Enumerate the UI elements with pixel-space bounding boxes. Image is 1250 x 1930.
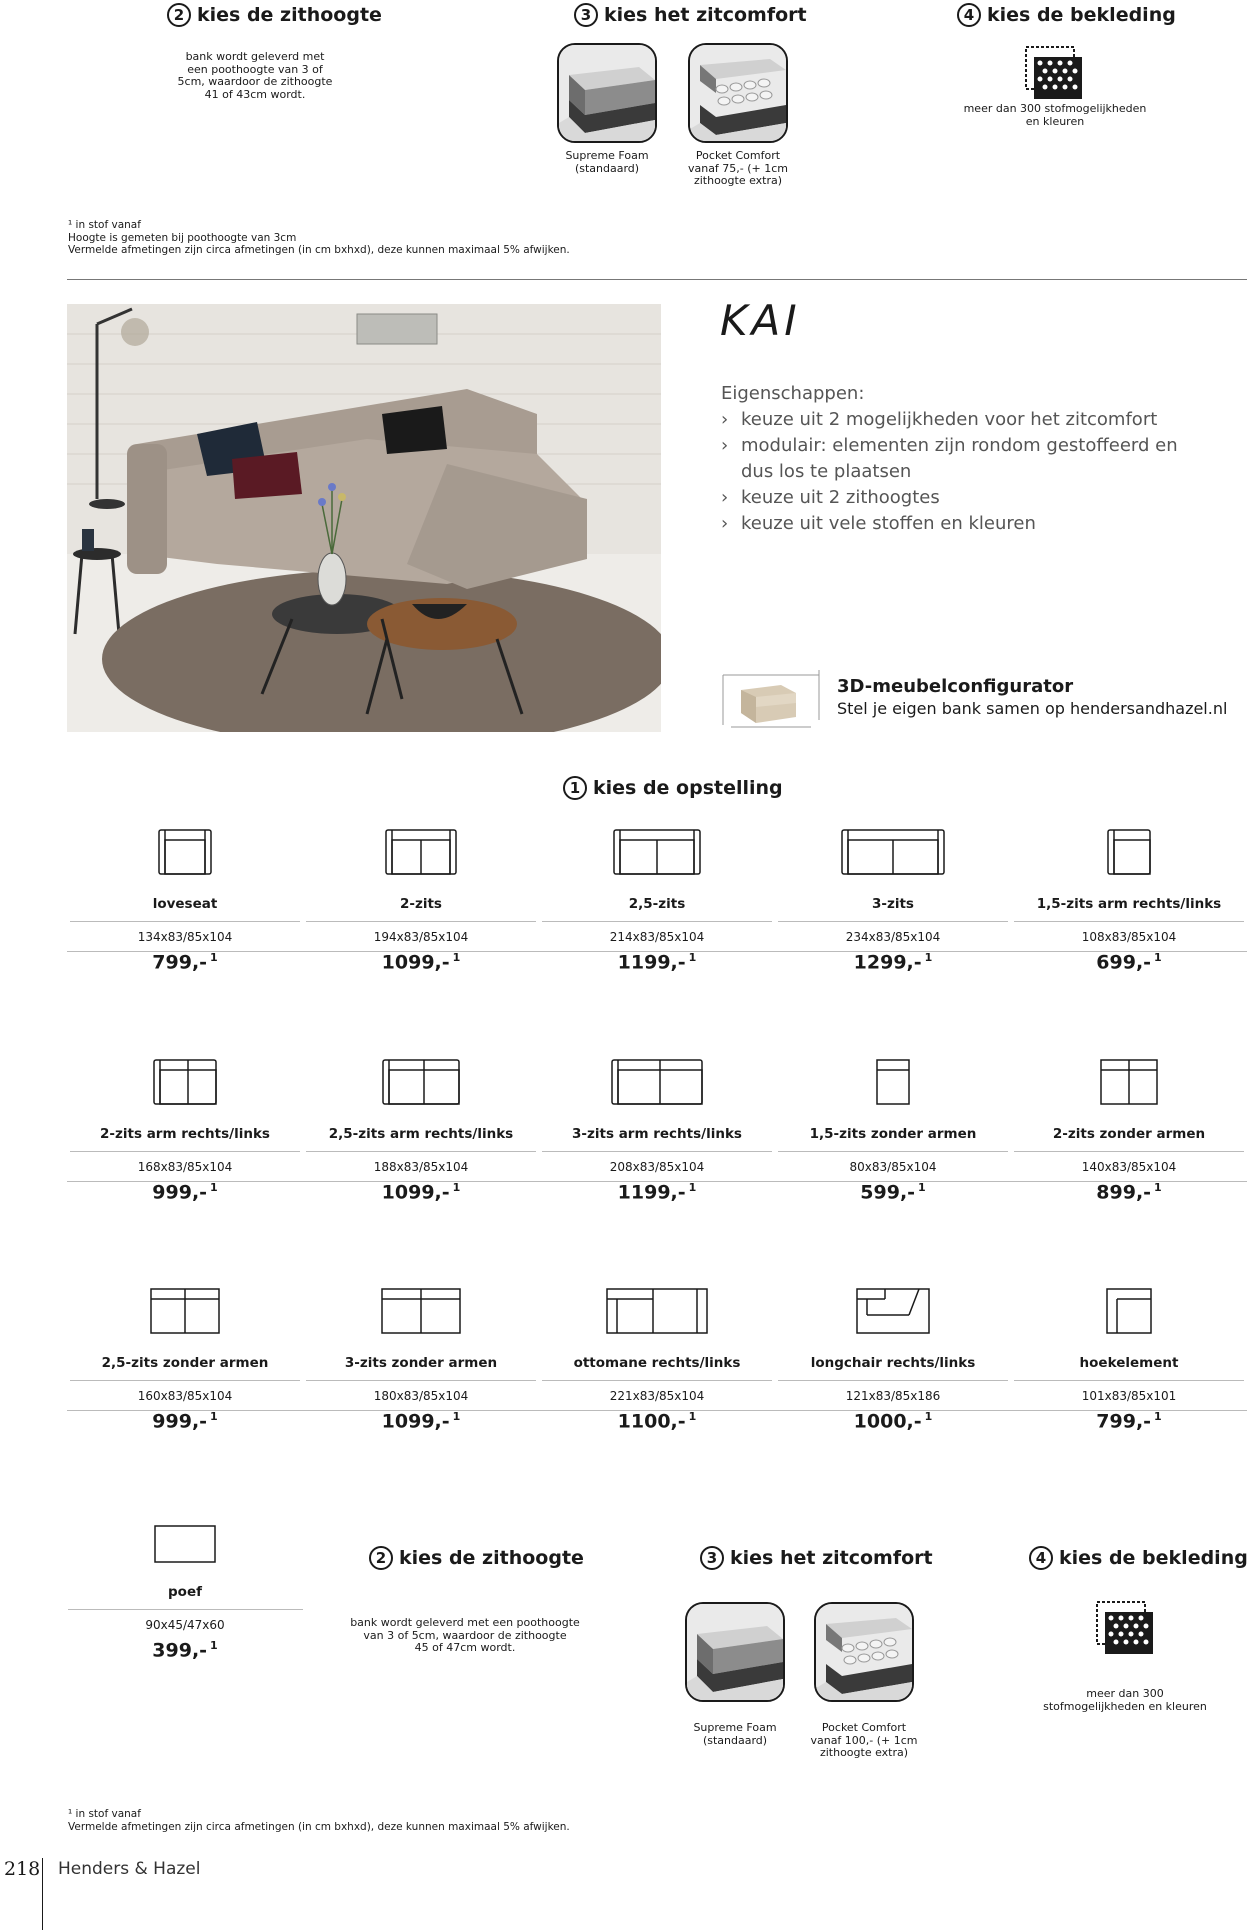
footnote-line: Hoogte is gemeten bij poothoogte van 3cm	[68, 231, 297, 244]
2-5-zits-arm-icon	[381, 1058, 461, 1106]
pocket-comfort-caption-bottom	[804, 1722, 924, 1760]
text-line: van 3 of 5cm, waardoor de zithoogte	[363, 1628, 567, 1642]
step-4-heading-bottom	[1029, 1546, 1248, 1570]
properties-list	[721, 381, 1178, 537]
module-price: 1100,- $^1$	[617, 1410, 697, 1433]
module-dimensions: 208x83/85x104	[609, 1160, 705, 1174]
footnote-line: Vermelde afmetingen zijn circa afmetingen (in cm bxhxd), deze kunnen maximaal 5% afwijken.	[68, 1820, 570, 1833]
step-number: 4	[1029, 1546, 1053, 1570]
text-line: Supreme Foam	[693, 1721, 777, 1734]
text-line: Pocket Comfort	[695, 149, 781, 162]
module-name: 3-zits zonder armen	[344, 1355, 498, 1371]
module-3-zits-arm[interactable]	[542, 1048, 772, 1203]
module-dimensions: 188x83/85x104	[373, 1160, 469, 1174]
text-line: bank wordt geleverd met een poothoogte	[350, 1616, 580, 1629]
text-line: Pocket Comfort	[821, 1721, 907, 1734]
module-dimensions: 180x83/85x104	[373, 1389, 469, 1403]
property-text: keuze uit 2 mogelijkheden voor het zitcomfort	[741, 409, 1158, 430]
module-3-zits[interactable]	[778, 818, 1008, 973]
module-name: 2-zits zonder armen	[1052, 1126, 1206, 1142]
module-dimensions: 214x83/85x104	[609, 930, 705, 944]
step-label: kies het zitcomfort	[604, 4, 807, 26]
module-dimensions: 160x83/85x104	[137, 1389, 233, 1403]
text-line: (standaard)	[574, 161, 640, 175]
text-line: zithoogte extra)	[819, 1746, 909, 1759]
kai-sofa-photo	[67, 304, 661, 732]
property-text: keuze uit vele stoffen en kleuren	[741, 513, 1036, 534]
text-line: 45 of 47cm wordt.	[414, 1641, 516, 1654]
step-1-heading	[563, 776, 783, 800]
text-line: zithoogte extra)	[693, 174, 783, 187]
module-price: 1000,- $^1$	[853, 1410, 933, 1433]
module-price: 1299,- $^1$	[853, 951, 933, 974]
module-name: hoekelement	[1079, 1355, 1179, 1371]
property-item	[721, 485, 1178, 511]
text-line: meer dan 300 stofmogelijkheden	[963, 102, 1147, 115]
3-zits-zonder-armen-icon	[380, 1287, 462, 1335]
module-price: 599,- $^1$	[860, 1181, 926, 1204]
3-zits-arm-icon	[610, 1058, 704, 1106]
text-line: (standaard)	[702, 1733, 768, 1747]
module-poef[interactable]	[70, 1506, 300, 1661]
module-3-zits-zonder-armen[interactable]	[306, 1277, 536, 1432]
module-name: 3-zits arm rechts/links	[572, 1126, 742, 1142]
pocket-comfort-caption	[678, 150, 798, 188]
2-zits-zonder-armen-icon	[1099, 1058, 1159, 1106]
text-line: vanaf 100,- (+ 1cm	[810, 1733, 918, 1747]
footnote-line: ¹ in stof vanaf	[68, 1808, 141, 1820]
module-name: longchair rechts/links	[810, 1355, 976, 1371]
module-name: 2,5-zits	[628, 896, 686, 912]
module-name: 1,5-zits zonder armen	[809, 1126, 977, 1142]
supreme-foam-image-bottom	[685, 1602, 785, 1702]
module-2-5-zits-zonder-armen[interactable]	[70, 1277, 300, 1432]
footnotes-bottom	[68, 1808, 570, 1833]
module-name: 2,5-zits zonder armen	[101, 1355, 269, 1371]
module-hoekelement[interactable]	[1014, 1277, 1244, 1432]
module-price: 999,- $^1$	[152, 1181, 218, 1204]
property-item	[721, 459, 1178, 485]
properties-title: Eigenschappen:	[721, 383, 865, 404]
page-divider	[42, 1858, 43, 1930]
module-price: 1199,- $^1$	[617, 1181, 697, 1204]
3-zits-icon	[840, 828, 946, 876]
text-line: Supreme Foam	[565, 149, 649, 162]
pocket-comfort-image-bottom	[814, 1602, 914, 1702]
module-ottomane[interactable]	[542, 1277, 772, 1432]
step-2-heading-bottom	[369, 1546, 584, 1570]
module-dimensions: 90x45/47x60	[145, 1618, 225, 1632]
module-name: 2-zits	[400, 896, 442, 912]
module-price: 999,- $^1$	[152, 1410, 218, 1433]
pocket-comfort-image	[688, 43, 788, 143]
module-dimensions: 80x83/85x104	[849, 1160, 937, 1174]
step-label: kies de bekleding	[987, 4, 1176, 26]
text-line: meer dan 300	[1086, 1687, 1164, 1700]
fabric-swatch-icon	[1022, 45, 1086, 107]
product-name: KAI	[720, 296, 801, 345]
text-line: vanaf 75,- (+ 1cm	[687, 161, 789, 175]
supreme-foam-image	[557, 43, 657, 143]
supreme-foam-caption	[547, 150, 667, 175]
module-name: 2,5-zits arm rechts/links	[328, 1126, 514, 1142]
module-name: ottomane rechts/links	[573, 1355, 741, 1371]
step-label: kies de zithoogte	[399, 1547, 584, 1569]
step-number: 1	[563, 776, 587, 800]
module-2-zits[interactable]	[306, 818, 536, 973]
module-2-5-zits[interactable]	[542, 818, 772, 973]
module-name: poef	[168, 1584, 202, 1600]
module-dimensions: 194x83/85x104	[373, 930, 469, 944]
text-line: 5cm, waardoor de zithoogte	[177, 75, 333, 88]
module-price: 799,- $^1$	[1096, 1410, 1162, 1433]
step-label: kies de opstelling	[593, 777, 783, 799]
module-price: 1199,- $^1$	[617, 951, 697, 974]
text-line: 41 of 43cm wordt.	[204, 87, 306, 101]
property-item	[721, 433, 1178, 459]
text-line: een poothoogte van 3 of	[187, 62, 323, 76]
module-2-zits-zonder-armen[interactable]	[1014, 1048, 1244, 1203]
hoekelement-icon	[1105, 1287, 1153, 1335]
module-longchair[interactable]	[778, 1277, 1008, 1432]
step-label: kies de zithoogte	[197, 4, 382, 26]
module-price: 1099,- $^1$	[381, 1410, 461, 1433]
module-name: 2-zits arm rechts/links	[100, 1126, 270, 1142]
step-number: 2	[167, 3, 191, 27]
module-name: loveseat	[152, 896, 218, 912]
supreme-foam-caption-bottom	[675, 1722, 795, 1747]
module-dimensions: 221x83/85x104	[609, 1389, 705, 1403]
configurator-title: 3D-meubelconfigurator	[837, 676, 1074, 697]
module-price: 1099,- $^1$	[381, 1181, 461, 1204]
1-5-zits-zonder-armen-icon	[875, 1058, 911, 1106]
module-price: 899,- $^1$	[1096, 1181, 1162, 1204]
bekleding-description	[940, 103, 1170, 128]
step-number: 3	[700, 1546, 724, 1570]
property-item	[721, 407, 1178, 433]
text-line: bank wordt geleverd met	[185, 50, 325, 63]
module-2-zits-arm[interactable]	[70, 1048, 300, 1203]
2-zits-icon	[384, 828, 458, 876]
page-number: 218	[4, 1858, 41, 1880]
1-5-zits-arm-icon	[1106, 828, 1152, 876]
zithoogte-description	[160, 51, 350, 101]
module-1-5-zits-zonder-armen[interactable]	[778, 1048, 1008, 1203]
module-dimensions: 134x83/85x104	[137, 930, 233, 944]
step-number: 3	[574, 3, 598, 27]
step-3-heading-bottom	[700, 1546, 933, 1570]
step-number: 4	[957, 3, 981, 27]
module-dimensions: 108x83/85x104	[1081, 930, 1177, 944]
bullet-icon: ›	[721, 435, 729, 456]
section-divider	[67, 279, 1247, 280]
bekleding-description-bottom	[1010, 1688, 1240, 1713]
text-line: stofmogelijkheden en kleuren	[1043, 1699, 1207, 1713]
brand-name: Henders & Hazel	[58, 1859, 201, 1879]
fabric-swatch-icon	[1093, 1600, 1157, 1662]
property-item	[721, 511, 1178, 537]
footnote-line: ¹ in stof vanaf	[68, 219, 141, 231]
footnotes-top	[68, 219, 570, 257]
loveseat-icon	[157, 828, 213, 876]
step-label: kies de bekleding	[1059, 1547, 1248, 1569]
module-name: 3-zits	[872, 896, 914, 912]
module-1-5-zits-arm[interactable]	[1014, 818, 1244, 973]
module-dimensions: 168x83/85x104	[137, 1160, 233, 1174]
poef-icon	[153, 1524, 217, 1564]
module-price: 399,- $^1$	[152, 1639, 218, 1662]
module-price: 1099,- $^1$	[381, 951, 461, 974]
module-price: 699,- $^1$	[1096, 951, 1162, 974]
module-name: 1,5-zits arm rechts/links	[1036, 896, 1222, 912]
zithoogte-description-bottom	[340, 1617, 590, 1655]
bullet-icon: ›	[721, 513, 729, 534]
module-2-5-zits-arm[interactable]	[306, 1048, 536, 1203]
step-4-heading	[957, 3, 1176, 27]
property-text: keuze uit 2 zithoogtes	[741, 487, 940, 508]
module-dimensions: 234x83/85x104	[845, 930, 941, 944]
property-text: dus los te plaatsen	[741, 461, 912, 482]
module-dimensions: 121x83/85x186	[845, 1389, 941, 1403]
2-zits-arm-icon	[152, 1058, 218, 1106]
module-dimensions: 101x83/85x101	[1081, 1389, 1177, 1403]
step-number: 2	[369, 1546, 393, 1570]
2-5-zits-zonder-armen-icon	[149, 1287, 221, 1335]
text-line: en kleuren	[1025, 114, 1085, 128]
configurator-chair-icon	[721, 665, 821, 734]
property-text: modulair: elementen zijn rondom gestoffeerd en	[741, 435, 1178, 456]
bullet-icon: ›	[721, 487, 729, 508]
longchair-icon	[855, 1287, 931, 1335]
footnote-line: Vermelde afmetingen zijn circa afmetingen (in cm bxhxd), deze kunnen maximaal 5% afwijken.	[68, 244, 570, 256]
step-2-heading	[167, 3, 382, 27]
bullet-icon: ›	[721, 409, 729, 430]
module-dimensions: 140x83/85x104	[1081, 1160, 1177, 1174]
module-loveseat[interactable]	[70, 818, 300, 973]
ottomane-icon	[605, 1287, 709, 1335]
step-3-heading	[574, 3, 807, 27]
step-label: kies het zitcomfort	[730, 1547, 933, 1569]
module-price: 799,- $^1$	[152, 951, 218, 974]
configurator-link[interactable]: Stel je eigen bank samen op hendersandhazel.nl	[837, 699, 1228, 718]
2-5-zits-icon	[612, 828, 702, 876]
